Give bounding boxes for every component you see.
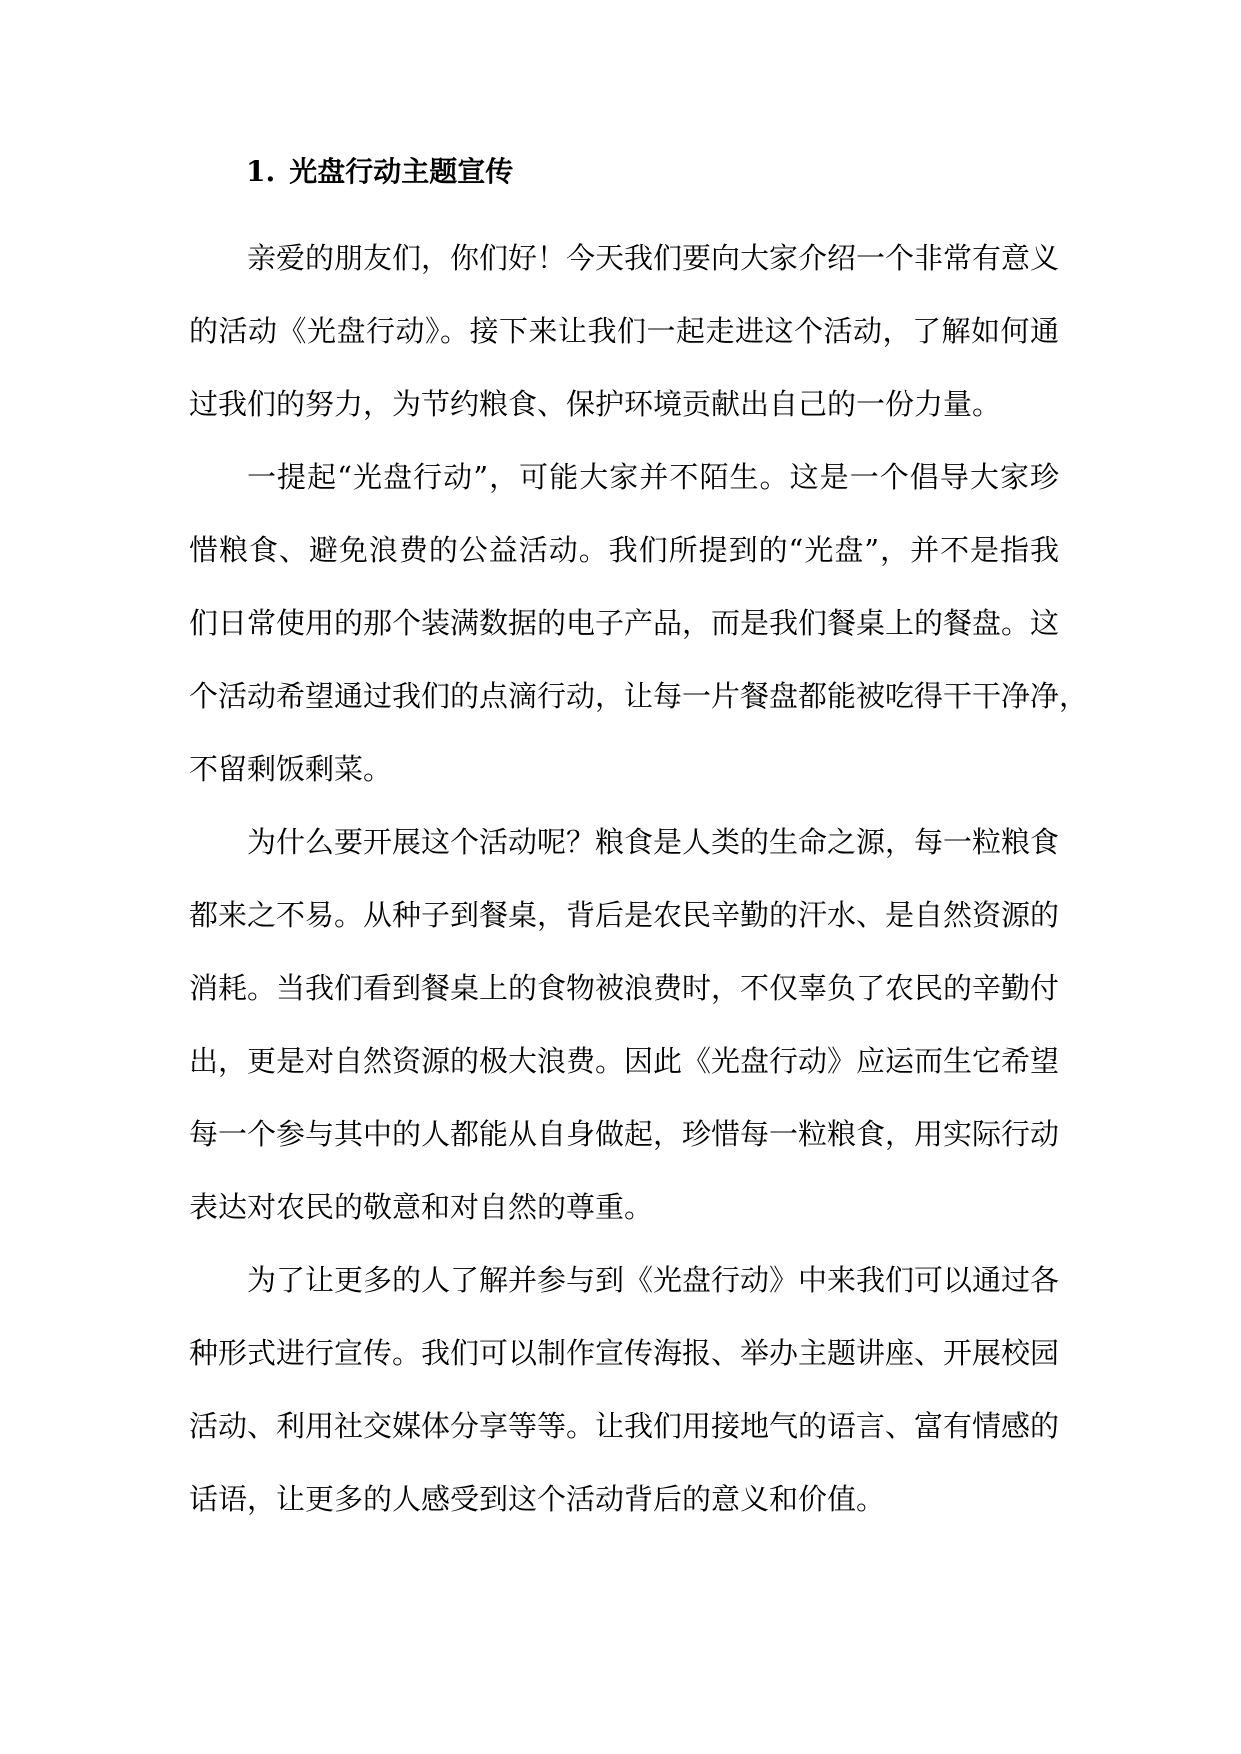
section-number: 1. (246, 155, 276, 188)
body-text (189, 222, 1089, 1536)
section-heading (246, 152, 513, 192)
paragraph-2-line-5: 不留剩饭剩菜。 (189, 752, 393, 786)
paragraph-4-line-3: 活动、利用社交媒体分享等等。让我们用接地气的语言、富有情感的 (189, 1409, 1060, 1443)
paragraph-3-line-5: 每一个参与其中的人都能从自身做起，珍惜每一粒粮食，用实际行动 (189, 1117, 1060, 1151)
paragraph-3-line-4: 出，更是对自然资源的极大浪费。因此《光盘行动》应运而生它希望 (189, 1044, 1060, 1078)
paragraph-3-line-3: 消耗。当我们看到餐桌上的食物被浪费时，不仅辜负了农民的辛勤付 (189, 971, 1060, 1005)
paragraph-4-line-4: 话语，让更多的人感受到这个活动背后的意义和价值。 (189, 1482, 886, 1516)
paragraph-4-line-2: 种形式进行宣传。我们可以制作宣传海报、举办主题讲座、开展校园 (189, 1336, 1060, 1370)
paragraph-1-line-3: 过我们的努力，为节约粮食、保护环境贡献出自己的一份力量。 (189, 387, 1002, 421)
paragraph-2-line-4: 个活动希望通过我们的点滴行动，让每一片餐盘都能被吃得干干净净， (189, 679, 1089, 713)
paragraph-2-line-3: 们日常使用的那个装满数据的电子产品，而是我们餐桌上的餐盘。这 (189, 606, 1060, 640)
paragraph-1-line-1: 亲爱的朋友们，你们好！今天我们要向大家介绍一个非常有意义 (247, 241, 1060, 275)
paragraph-3-line-6: 表达对农民的敬意和对自然的尊重。 (189, 1190, 654, 1224)
paragraph-1-line-2: 的活动《光盘行动》。接下来让我们一起走进这个活动，了解如何通 (189, 314, 1059, 348)
paragraph-2-line-2: 惜粮食、避免浪费的公益活动。我们所提到的“光盘”，并不是指我 (189, 533, 1059, 567)
paragraph-4-line-1: 为了让更多的人了解并参与到《光盘行动》中来我们可以通过各 (247, 1263, 1060, 1297)
paragraph-3-line-1: 为什么要开展这个活动呢？粮食是人类的生命之源，每一粒粮食 (247, 825, 1060, 859)
paragraph-2-line-1: 一提起“光盘行动”，可能大家并不陌生。这是一个倡导大家珍 (247, 460, 1059, 494)
section-title: 光盘行动主题宣传 (289, 155, 514, 188)
paragraph-3-line-2: 都来之不易。从种子到餐桌，背后是农民辛勤的汗水、是自然资源的 (189, 898, 1060, 932)
